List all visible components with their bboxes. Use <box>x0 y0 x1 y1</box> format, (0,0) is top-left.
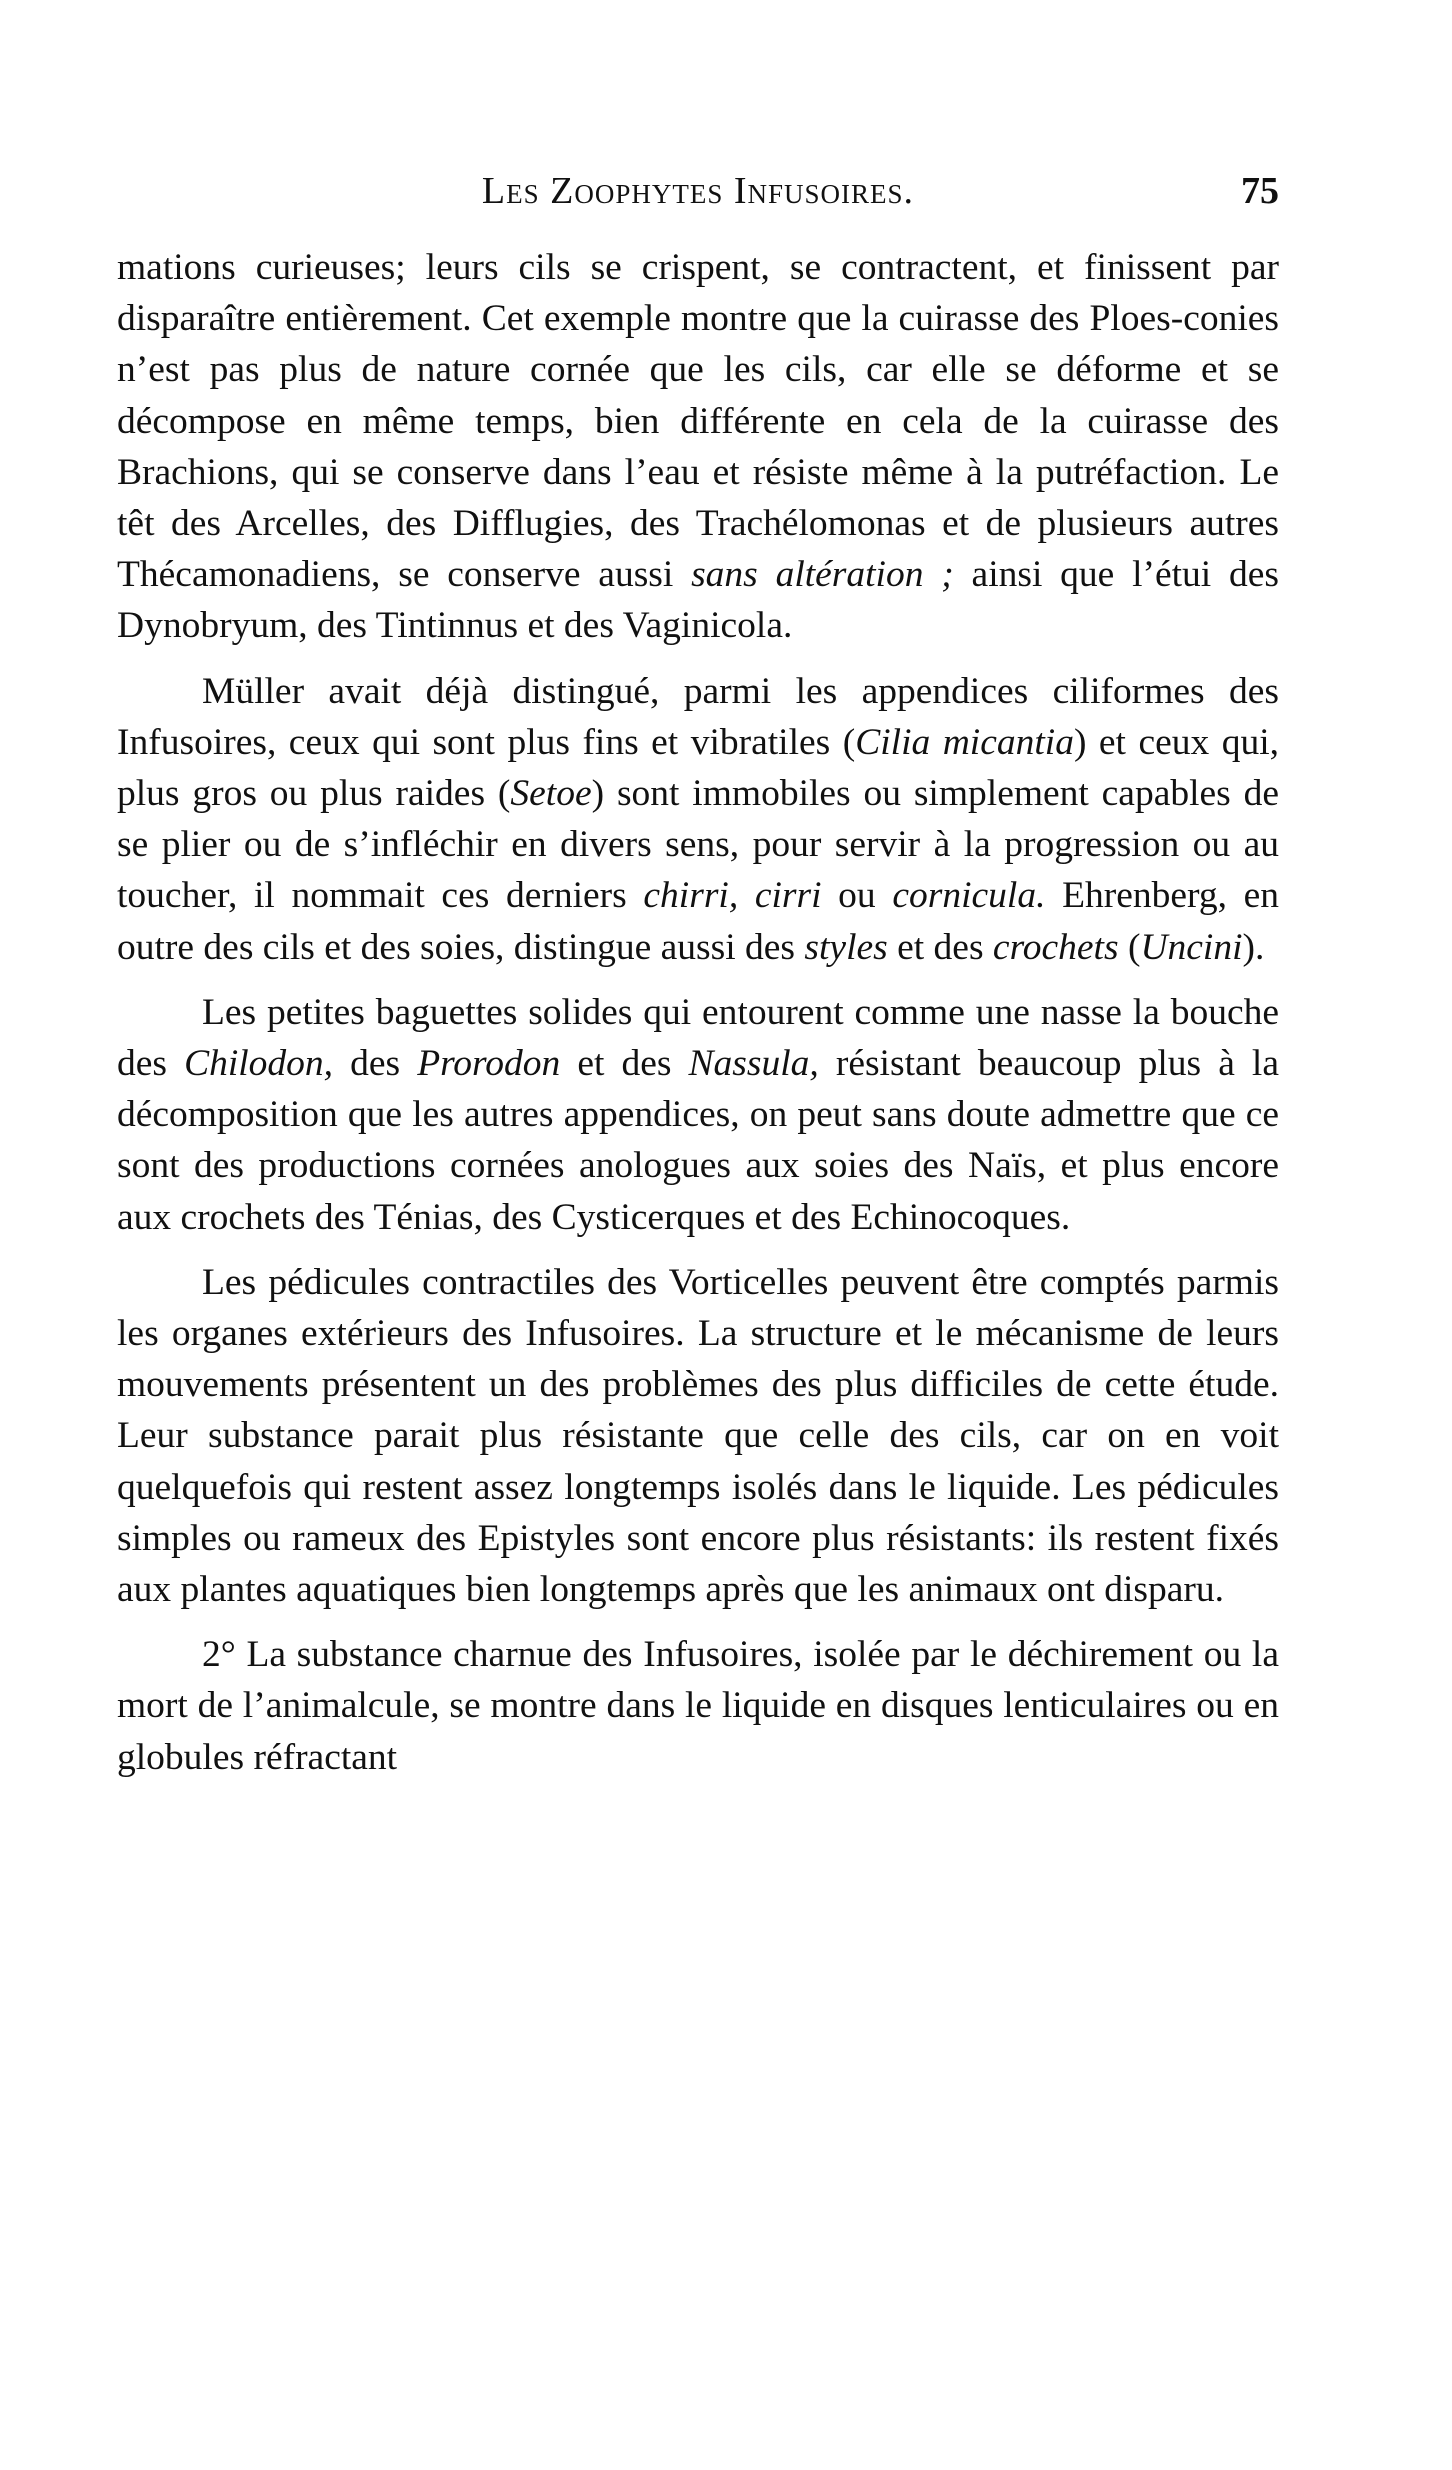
paragraph-text: et des <box>560 1043 689 1085</box>
italic-text: Cilia micantia <box>855 721 1074 763</box>
paragraph-4 <box>117 1257 1279 1615</box>
paragraph-text: 2° La substance charnue des Infusoires, isolée par le déchirement ou la mort de l’animalcule, se montre dans le liquide en disques lenticulaires ou en globules réfractant <box>117 1634 1279 1778</box>
paragraph-text: ou <box>821 875 893 917</box>
italic-text: chirri, cirri <box>643 875 822 917</box>
page-header <box>117 166 1279 216</box>
paragraph-text: Les petites baguettes solides qui entourent comme une nasse la bouche des <box>117 991 1279 1085</box>
paragraph-text: ainsi que l’étui des Dynobryum, des Tintinnus et des Vaginicola. <box>117 554 1280 647</box>
italic-text: Setoe <box>510 773 592 815</box>
paragraph-3 <box>117 987 1279 1243</box>
italic-text: Uncini <box>1140 926 1243 968</box>
paragraph-text: ) et ceux qui, plus gros ou plus raides ( <box>117 721 1280 815</box>
running-title: Les Zoophytes Infusoires. <box>481 170 915 212</box>
paragraph-text: et des <box>887 926 993 968</box>
paragraph-text: résistant beaucoup plus à la décomposition que les autres appendices, on peut sans doute admettre que ce sont des productions cornées anologues aux soies des Naïs, et plus encore aux crochets des Ténias, des Cysticerques et des Echinocoques. <box>117 1043 1279 1238</box>
italic-text: styles <box>804 926 888 968</box>
italic-text: Prorodon <box>417 1043 561 1085</box>
paragraph-text: Ehrenberg, en outre des cils et des soies, distingue aussi des <box>117 875 1280 968</box>
paragraph-text: Müller avait déjà distingué, parmi les appendices ciliformes des Infusoires, ceux qui sont plus fins et vibratiles ( <box>117 670 1279 763</box>
paragraph-5 <box>117 1629 1279 1783</box>
paragraph-text: ) sont immobiles ou simplement capables de se plier ou de s’infléchir en divers sens, pour servir à la progression ou au toucher, il nommait ces derniers <box>117 773 1279 917</box>
paragraph-text: ( <box>1118 926 1141 968</box>
body-text <box>117 242 1279 1783</box>
paragraph-text: mations curieuses; leurs cils se crispent, se contractent, et finissent par disparaître entièrement. Cet exemple montre que la cuirasse des Ploes-conies n’est pas plus de nature cornée que les cils, car elle se déforme et se décompose en même temps, bien différente en cela de la cuirasse des Brachions, qui se conserve dans l’eau et résiste même à la putréfaction. Le têt des Arcelles, des Difflugies, des Trachélomonas et de plusieurs autres Thécamonadiens, se conserve aussi <box>117 247 1279 596</box>
paragraph-text: des <box>333 1043 418 1085</box>
paragraph-text: Les pédicules contractiles des Vorticelles peuvent être comptés parmis les organes extérieurs des Infusoires. La structure et le mécanisme de leurs mouvements présentent un des problèmes des plus difficiles de cette étude. Leur substance parait plus résistante que celle des cils, car on en voit quelquefois qui restent assez longtemps isolés dans le liquide. Les pédicules simples ou rameux des Epistyles sont encore plus résistants: ils restent fixés aux plantes aquatiques bien longtemps après que les animaux ont disparu. <box>117 1261 1279 1611</box>
italic-text: crochets <box>992 926 1119 968</box>
paragraph-2 <box>117 666 1279 973</box>
italic-text: sans altération ; <box>691 554 954 596</box>
paragraph-text: ). <box>1242 926 1265 968</box>
italic-text: Nassula, <box>688 1043 819 1085</box>
italic-text: cornicula. <box>892 875 1046 917</box>
italic-text: Chilodon, <box>184 1043 334 1085</box>
paragraph-1 <box>117 242 1279 652</box>
page-number: 75 <box>1241 170 1279 212</box>
